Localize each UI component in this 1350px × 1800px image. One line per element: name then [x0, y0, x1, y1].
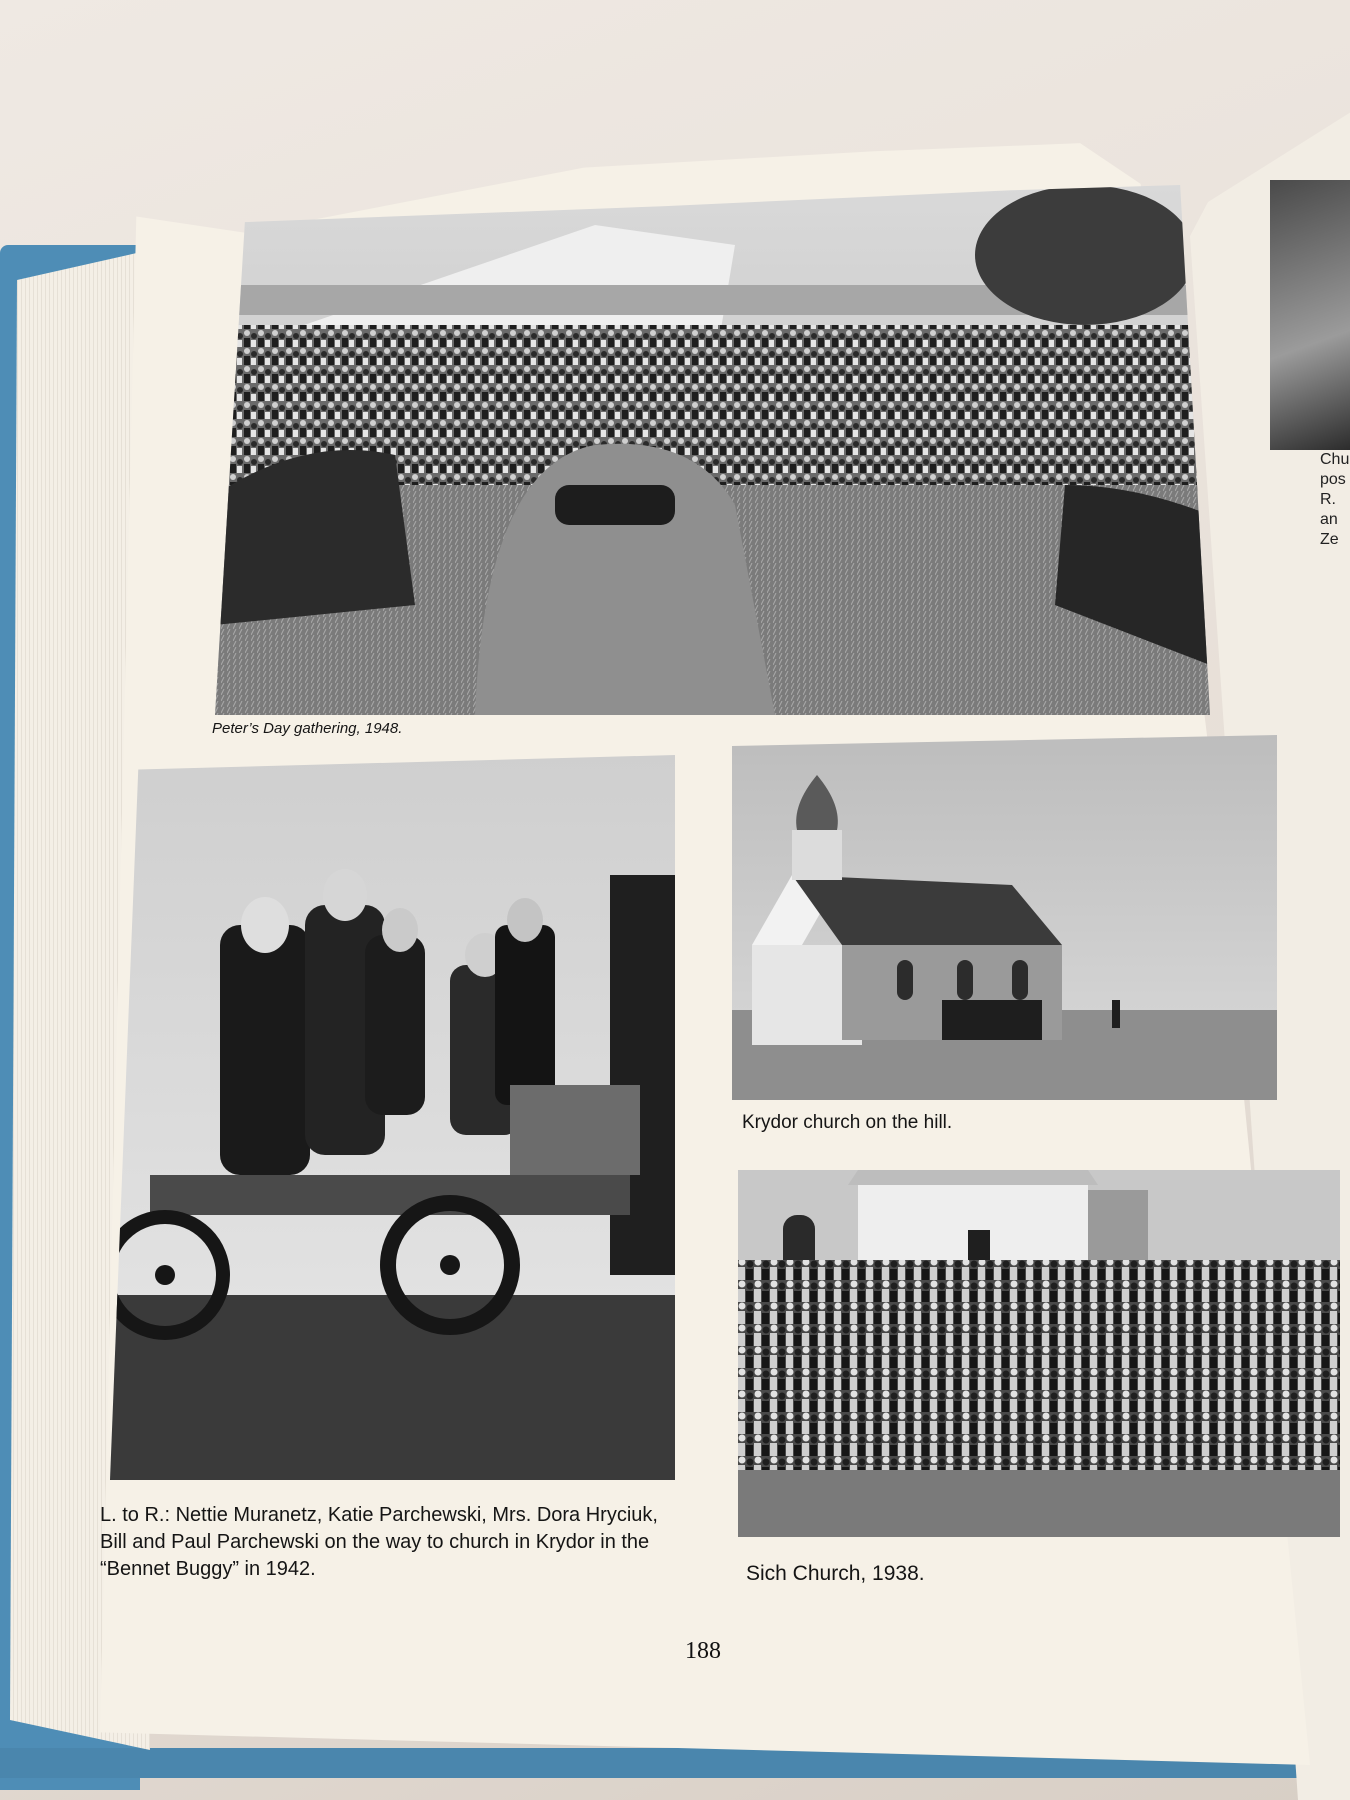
- gathering-caption: Peter’s Day gathering, 1948.: [212, 720, 403, 737]
- church-on-hill-photo: [732, 735, 1277, 1100]
- krydor-caption: Krydor church on the hill.: [742, 1112, 953, 1133]
- sich-caption: Sich Church, 1938.: [746, 1562, 925, 1585]
- facing-page-photo: [1270, 180, 1350, 450]
- page-number: 188: [685, 1638, 721, 1664]
- people-on-buggy-photo: [110, 755, 675, 1480]
- church-crowd-photo: [738, 1170, 1340, 1537]
- facing-page-caption: Chu pos R. an Ze: [1320, 451, 1350, 548]
- buggy-caption: L. to R.: Nettie Muranetz, Katie Parchewski, Mrs. Dora Hryciuk, Bill and Paul Parchewski on the way to church in Krydor in the “Bennet Buggy” in 1942.: [100, 1504, 658, 1580]
- crowd-gathering-photo: [215, 185, 1210, 715]
